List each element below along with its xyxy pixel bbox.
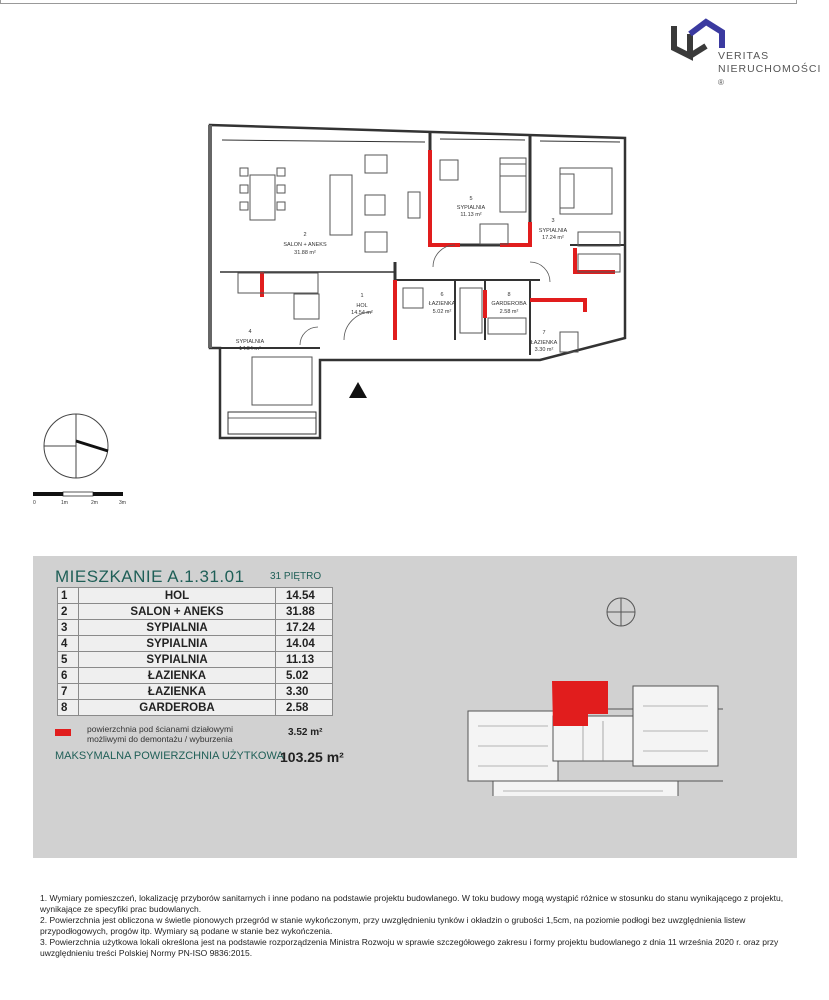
- room6-num: 6: [440, 292, 444, 298]
- room8-num: 8: [507, 292, 511, 298]
- room-area: 17.24: [276, 620, 333, 636]
- rooms-table: [57, 587, 333, 716]
- brand-line2: NIERUCHOMOŚCI: [718, 63, 822, 75]
- max-area-value: 103.25 m²: [280, 749, 344, 765]
- table-row: [58, 700, 333, 716]
- room4-name: SYPIALNIA: [235, 339, 265, 345]
- room5-name: SYPIALNIA: [456, 205, 486, 211]
- legend-text: [87, 724, 267, 744]
- compass: [44, 414, 108, 478]
- note-1: 1. Wymiary pomieszczeń, lokalizację przyborów sanitarnych i inne podano na podstawie projektu budowlanego. W toku budowy mogą wystąpić różnice w stosunku do stanu wynikającego z projektu, wynikające ze specyfiki prac budowlanych.: [40, 893, 784, 914]
- table-row: [58, 620, 333, 636]
- scale-tick-1: 1m: [61, 500, 68, 506]
- room1-area: 14.54 m²: [351, 310, 373, 316]
- note-3: 3. Powierzchnia użytkowa lokali określona jest na podstawie rozporządzenia Ministra Rozwoju w sprawie szczegółowego zakresu i formy projektu budowlanego z dnia 11 września 2020 r. oraz przy uwzględnieniu treści Polskiej Normy PN-ISO 9836:2015.: [40, 937, 779, 958]
- brand-name: [718, 50, 829, 89]
- floor-label: 31 PIĘTRO: [270, 571, 322, 582]
- room-area: 3.30: [276, 684, 333, 700]
- room4-num: 4: [248, 329, 252, 335]
- room-num: 5: [58, 652, 79, 668]
- demolishable-wall-swatch: [55, 729, 71, 736]
- room6-name: ŁAZIENKA: [428, 301, 456, 307]
- table-row: [58, 652, 333, 668]
- entrance-arrow: [349, 382, 367, 398]
- table-row: [58, 604, 333, 620]
- legend-value: 3.52 m²: [288, 727, 323, 738]
- legend-text-line1: powierzchnia pod ścianami działowymi: [87, 724, 233, 734]
- room-num: 8: [58, 700, 79, 716]
- page-frame: [0, 0, 797, 4]
- room3-name: SYPIALNIA: [538, 228, 568, 234]
- room-name: GARDEROBA: [79, 700, 276, 716]
- room-name: SALON + ANEKS: [79, 604, 276, 620]
- apartment-title: MIESZKANIE A.1.31.01: [55, 567, 245, 586]
- table-row: [58, 588, 333, 604]
- room-num: 4: [58, 636, 79, 652]
- room7-num: 7: [542, 330, 546, 336]
- room-num: 7: [58, 684, 79, 700]
- legend-text-line2: możliwymi do demontażu / wyburzenia: [87, 734, 233, 744]
- note-2: 2. Powierzchnia jest obliczona w świetle pionowych przegród w stanie wykończonym, przy uwzględnieniu tynków i okładzin o grubości 1,5cm, na poziomie podłogi bez uwzględnienia listew przypodłogowych, progów itp. Wymiary są podane w stanie bez wykończenia.: [40, 915, 746, 936]
- room1-num: 1: [360, 293, 364, 299]
- room2-area: 31.88 m²: [294, 250, 316, 256]
- room5-num: 5: [469, 196, 473, 202]
- room-name: ŁAZIENKA: [79, 668, 276, 684]
- room-num: 3: [58, 620, 79, 636]
- room4-area: 14.04 m²: [239, 346, 261, 352]
- scale-bar: [33, 490, 133, 510]
- room2-name: SALON + ANEKS: [283, 242, 327, 248]
- table-row: [58, 684, 333, 700]
- room-area: 11.13: [276, 652, 333, 668]
- room-area: 31.88: [276, 604, 333, 620]
- room5-area: 11.13 m²: [460, 212, 482, 218]
- room-area: 14.04: [276, 636, 333, 652]
- brand-reg: ®: [718, 78, 725, 87]
- room-area: 14.54: [276, 588, 333, 604]
- room-area: 2.58: [276, 700, 333, 716]
- room6-area: 5.02 m²: [432, 309, 452, 315]
- footnotes: [40, 893, 800, 959]
- room-num: 2: [58, 604, 79, 620]
- room-area: 5.02: [276, 668, 333, 684]
- table-row: [58, 636, 333, 652]
- scale-tick-3: 3m: [119, 500, 126, 506]
- room8-name: GARDEROBA: [491, 301, 527, 307]
- room1-name: HOL: [356, 303, 368, 309]
- room7-area: 3.30 m²: [534, 347, 554, 353]
- table-row: [58, 668, 333, 684]
- room8-area: 2.58 m²: [499, 309, 519, 315]
- room-num: 6: [58, 668, 79, 684]
- room-name: SYPIALNIA: [79, 636, 276, 652]
- room-num: 1: [58, 588, 79, 604]
- room2-num: 2: [303, 232, 307, 238]
- room-name: SYPIALNIA: [79, 652, 276, 668]
- brand-line1: VERITAS: [718, 50, 770, 62]
- scale-tick-2: 2m: [91, 500, 98, 506]
- floor-plan: [0, 110, 660, 510]
- max-area-label: MAKSYMALNA POWIERZCHNIA UŻYTKOWA: [55, 750, 284, 762]
- room3-num: 3: [551, 218, 555, 224]
- scale-tick-0: 0: [33, 500, 36, 506]
- room-name: SYPIALNIA: [79, 620, 276, 636]
- room-name: ŁAZIENKA: [79, 684, 276, 700]
- building-key-plan: [463, 586, 723, 796]
- room-name: HOL: [79, 588, 276, 604]
- room3-area: 17.24 m²: [542, 235, 564, 241]
- room7-name: ŁAZIENKA: [530, 340, 558, 346]
- apartment-info-panel: [33, 556, 797, 858]
